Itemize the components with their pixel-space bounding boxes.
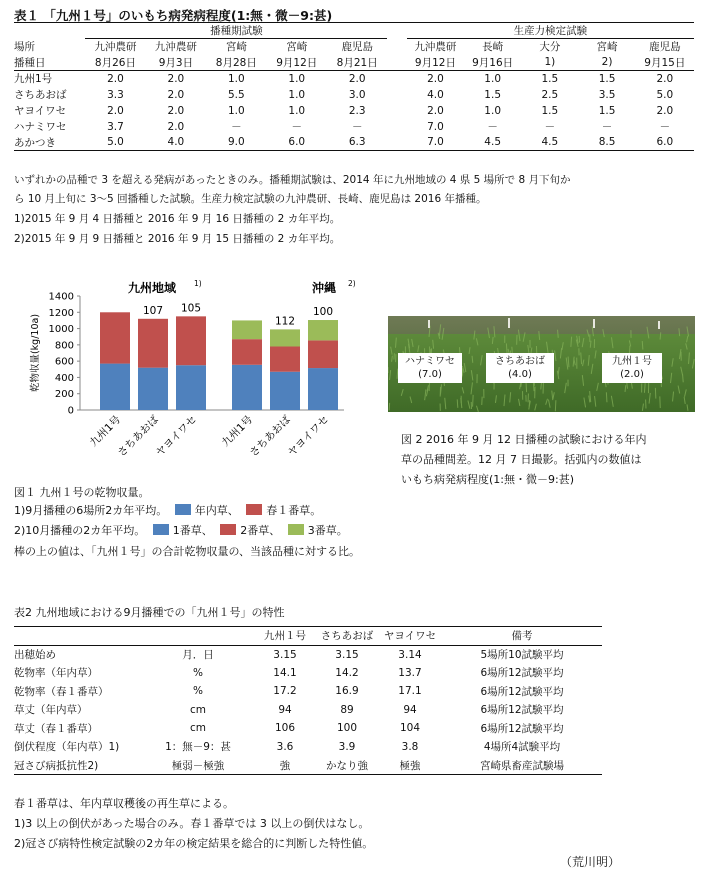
table1-place: 鹿児島: [327, 39, 387, 55]
table1-cell: 6.0: [267, 135, 327, 151]
bar-segment: [100, 312, 130, 363]
table1-date: 8月26日: [85, 55, 145, 71]
fig2-caption-1: 図 2 2016 年 9 月 12 日播種の試験における年内: [401, 433, 647, 446]
table2-cell: 極強: [378, 756, 442, 775]
table2-cell: 乾物率（春１番草）: [14, 685, 109, 698]
legend-label: 1番草、: [172, 524, 213, 537]
category-label: さちあおば: [247, 413, 294, 460]
table2-cell: %: [193, 685, 203, 698]
table2-cell: cm: [189, 703, 206, 716]
y-tick-label: 1000: [48, 324, 74, 336]
table1-cell: ヤヨイワセ: [14, 105, 67, 117]
table2-cell: 乾物率（年内草）: [14, 667, 98, 680]
table2-cell: 16.9: [335, 685, 359, 698]
table1-place-label: 場所: [14, 41, 35, 53]
table1-cell: [387, 103, 406, 119]
table2-cell: かなり強: [316, 756, 378, 775]
category-label: さちあおば: [115, 413, 162, 460]
table1-group2: 生産力検定試験: [407, 23, 694, 39]
table2-cell: 月．日: [182, 649, 214, 661]
table2-header: ヤヨイワセ: [378, 627, 442, 646]
table2-row: [14, 645, 602, 664]
table2-cell: 出穂始め: [14, 649, 56, 661]
bar-segment: [270, 346, 300, 371]
table2-cell: 6場所12試験平均: [480, 722, 564, 735]
table1-cell: 1.5: [541, 72, 559, 85]
table2-header: 九州１号: [254, 627, 316, 646]
table2-header: [14, 627, 142, 646]
table2-cell: 倒伏程度（年内草）1): [14, 741, 120, 754]
table2-cell: 5場所10試験平均: [480, 649, 564, 661]
photo-label-score: (7.0): [418, 369, 442, 380]
table1-cell: 2.3: [348, 104, 366, 117]
table1-note: いずれかの品種で 3 を超える発病があったときのみ。播種期試験は、2014 年に九州地域の 4 県 5 場所で 8 月下旬か: [14, 174, 571, 186]
legend-swatch-red: [246, 504, 262, 515]
photo-label-name: さちあおば: [495, 356, 545, 367]
table1-cell: 2.0: [167, 88, 185, 101]
bar-segment: [100, 364, 130, 410]
table1-cell: 9.0: [206, 135, 266, 151]
table2-cell: 草丈（春１番草）: [14, 722, 98, 735]
table1-cell: 2.0: [656, 72, 674, 85]
table1-cell: [387, 135, 406, 151]
table2-header: 備考: [442, 627, 602, 646]
table1-place: 宮崎: [578, 39, 635, 55]
table1-cell: 2.0: [167, 104, 185, 117]
group-title-note: 2): [348, 279, 356, 288]
fig2-caption-2: 草の品種間差。12 月 7 日撮影。括弧内の数値は: [401, 453, 642, 466]
table1-place: 宮崎: [206, 39, 266, 55]
table1-cell: －: [487, 121, 498, 133]
table1-cell: 1.0: [288, 72, 306, 85]
table1-place: 九沖農研: [407, 39, 464, 55]
table2-cell: 宮崎県畜産試験場: [442, 756, 602, 775]
table2-cell: 6場所12試験平均: [480, 704, 564, 717]
fig2-caption-3: いもち病発病程度(1:無・微－9:甚): [401, 473, 574, 486]
table1-cell: あかつき: [14, 135, 85, 151]
table1-cell: 2.0: [427, 72, 444, 85]
table1-note: ら 10 月上旬に 3～5 回播種した試験。生産力検定試験の九沖農研、長崎、鹿児島は 2016 年播種。: [14, 193, 487, 205]
table2-cell: 94: [278, 703, 292, 716]
table2-cell: 3.15: [273, 648, 297, 661]
table2-header: [142, 627, 254, 646]
legend-label: 春１番草。: [266, 504, 322, 517]
fig1-note2-prefix: 2)10月播種の2カ年平均。: [14, 524, 146, 537]
table1-cell: 1.0: [484, 104, 501, 117]
table2-cell: 94: [403, 703, 417, 716]
table1-cell: 3.7: [107, 120, 124, 133]
table1-cell: さちあおば: [14, 89, 67, 101]
group-title: 沖縄: [311, 281, 337, 295]
table1-cell: 4.5: [464, 135, 521, 151]
table2-cell: 草丈（年内草）: [14, 704, 88, 717]
table1-cell: 1.5: [598, 104, 616, 117]
table1-date: 9月3日: [146, 55, 206, 71]
bar-ratio-label: 100: [312, 306, 334, 319]
table2-cell: 強: [254, 756, 316, 775]
table2-cell: 1：無－9：甚: [165, 741, 231, 754]
table2-note: 春１番草は、年内草収穫後の再生草による。: [14, 797, 234, 810]
table1-cell: 2.5: [541, 88, 559, 101]
table1-cell: 1.5: [484, 88, 501, 101]
table1-cell: 1.5: [541, 104, 559, 117]
table1-cell: 1.0: [227, 104, 245, 117]
y-tick-label: 1200: [48, 307, 74, 319]
table1-note: 2)2015 年 9 月 9 日播種と 2016 年 9 月 15 日播種の 2 カ年平均。: [14, 233, 341, 245]
category-label: 九州1号: [87, 413, 124, 450]
bar-segment: [232, 365, 262, 410]
table1-cell: 2.0: [427, 104, 444, 117]
table2-cell: 3.6: [276, 740, 294, 753]
table2-cell: 4場所4試験平均: [483, 741, 561, 754]
fig1-caption: 図１ 九州１号の乾物収量。: [14, 486, 150, 499]
table1-place: 宮崎: [267, 39, 327, 55]
bar-segment: [308, 320, 338, 340]
fig1-note-3: 棒の上の値は、「九州１号」の合計乾物収量の、当該品種に対する比。: [14, 545, 361, 558]
table1-cell: 3.5: [598, 88, 616, 101]
table1-cell: 4.0: [427, 88, 444, 101]
bar-segment: [138, 319, 168, 368]
table2-cell: 3.8: [401, 740, 419, 753]
table1-place: 鹿児島: [636, 39, 694, 55]
table1-place: 大分: [521, 39, 578, 55]
fig1-note-1: [14, 502, 321, 518]
table2-row: [14, 719, 602, 738]
table1-cell: 4.5: [521, 135, 578, 151]
table1-cell: 6.3: [327, 135, 387, 151]
table1-date: 9月15日: [636, 55, 694, 71]
table1-date-label: 播種日: [14, 55, 85, 71]
table1-row: [14, 87, 694, 103]
table2-cell: %: [193, 666, 203, 679]
photo-label-hanamiwase: [398, 353, 462, 383]
table2-header: さちあおば: [316, 627, 378, 646]
table1-cell: 2.0: [167, 72, 185, 85]
table2-cell: 17.1: [398, 685, 422, 698]
table1: [14, 22, 694, 151]
legend-label: 年内草、: [194, 504, 239, 517]
group-title: 九州地域: [127, 281, 177, 295]
table2-cell: 89: [340, 703, 354, 716]
table2-row: [14, 756, 602, 775]
table2-cell: 冠さび病抵抗性2): [14, 756, 142, 775]
bar-segment: [176, 365, 206, 410]
y-tick-label: 200: [54, 389, 74, 401]
y-tick-label: 600: [54, 356, 74, 368]
legend-swatch-green: [288, 524, 304, 535]
table2-cell: 100: [336, 722, 358, 735]
y-tick-label: 1400: [48, 291, 74, 303]
table2-row: [14, 738, 602, 757]
table2-cell: 3.14: [398, 648, 422, 661]
table1-cell: ハナミワセ: [14, 121, 67, 133]
bar-segment: [176, 316, 206, 365]
table1-cell: 1.5: [598, 72, 616, 85]
table1-date: 8月28日: [206, 55, 266, 71]
bar-segment: [232, 339, 262, 365]
photo-label-score: (4.0): [508, 369, 532, 380]
table1-cell: －: [351, 121, 363, 133]
table1-cell: 1.0: [288, 88, 306, 101]
bar-ratio-label: 112: [274, 315, 296, 328]
bar-segment: [138, 368, 168, 410]
table2-cell: 3.9: [338, 740, 356, 753]
bar-segment: [270, 372, 300, 410]
legend-label: 3番草。: [307, 524, 348, 537]
table2-cell: 104: [399, 722, 421, 735]
field-photo: [388, 316, 695, 412]
bar-ratio-label: 107: [142, 304, 164, 317]
table1-cell: 4.0: [146, 135, 206, 151]
table1-row: [14, 103, 694, 119]
table1-cell: 8.5: [578, 135, 635, 151]
author: （荒川明）: [560, 855, 621, 869]
table1-date: 1): [521, 55, 578, 71]
table1-cell: 2.0: [348, 72, 366, 85]
legend-swatch-blue: [175, 504, 191, 515]
table2-cell: cm: [189, 722, 206, 735]
table1-cell: 2.0: [656, 104, 674, 117]
table1-cell: 3.0: [348, 88, 366, 101]
table1-date: 9月12日: [407, 55, 464, 71]
table2-cell: 6場所12試験平均: [480, 685, 564, 698]
yield-chart: [14, 276, 374, 481]
table1-date: 2): [578, 55, 635, 71]
bar-segment: [232, 320, 262, 339]
table2-cell: 106: [274, 722, 296, 735]
photo-label-name: ハナミワセ: [405, 356, 455, 367]
table2-cell: 6場所12試験平均: [480, 667, 564, 680]
table2-title: 表2 九州地域における9月播種での「九州１号」の特性: [14, 606, 285, 619]
y-tick-label: 400: [54, 372, 74, 384]
photo-label-name: 九州１号: [612, 356, 652, 367]
table2-row: [14, 701, 602, 720]
table1-cell: －: [601, 121, 613, 133]
table1-row: [14, 71, 694, 87]
table1-cell: －: [544, 121, 556, 133]
table1-date: 9月12日: [267, 55, 327, 71]
table1-cell: 2.0: [107, 72, 124, 85]
y-tick-label: 0: [67, 405, 74, 417]
table1-date: 9月16日: [464, 55, 521, 71]
table2: [14, 626, 602, 775]
photo-label-sachiaoba: [486, 353, 554, 383]
table1-place: 九沖農研: [85, 39, 145, 55]
table1-cell: 1.0: [227, 72, 245, 85]
table1-row: [14, 119, 694, 135]
legend-label: 2番草、: [240, 524, 281, 537]
table1-cell: [387, 71, 406, 87]
category-label: ヤヨイワセ: [285, 413, 332, 460]
table1-cell: 九州1号: [14, 73, 53, 86]
y-axis-label: 乾物収量(kg/10a): [30, 313, 41, 393]
table1-place: 九沖農研: [146, 39, 206, 55]
bar-segment: [308, 368, 338, 410]
table1-place: 長崎: [464, 39, 521, 55]
table1-cell: 3.3: [107, 88, 124, 101]
bar-ratio-label: 105: [180, 302, 202, 315]
table2-row: [14, 682, 602, 701]
table1-cell: 2.0: [167, 120, 185, 133]
table1-note: 1)2015 年 9 月 4 日播種と 2016 年 9 月 16 日播種の 2 カ年平均。: [14, 213, 341, 225]
table1-cell: －: [231, 121, 242, 133]
table1-cell: 5.0: [85, 135, 145, 151]
table1-cell: [387, 119, 406, 135]
table1-cell: 5.0: [656, 88, 674, 101]
table2-note: 2)冠さび病特性検定試験の2カ年の検定結果を総合的に判断した特性値。: [14, 837, 374, 850]
category-label: 九州1号: [219, 413, 256, 450]
table1-date: 8月21日: [327, 55, 387, 71]
table1-cell: 5.5: [227, 88, 245, 101]
legend-swatch-blue: [153, 524, 169, 535]
legend-swatch-red: [220, 524, 236, 535]
photo-label-score: (2.0): [620, 369, 644, 380]
table1-group1: 播種期試験: [85, 23, 387, 39]
table1-row: [14, 135, 694, 151]
table1-cell: 7.0: [427, 120, 444, 133]
table2-cell: 17.2: [273, 685, 297, 698]
fig1-note-2: [14, 522, 348, 538]
table1-cell: 1.0: [288, 104, 306, 117]
table1-cell: －: [659, 121, 671, 133]
table2-cell: 3.15: [335, 648, 359, 661]
table2-note: 1)3 以上の倒伏があった場合のみ。春１番草では 3 以上の倒伏はなし。: [14, 817, 370, 830]
bar-segment: [308, 340, 338, 368]
table2-cell: 14.1: [273, 666, 297, 679]
table2-cell: 13.7: [398, 666, 422, 679]
table2-cell: 14.2: [335, 666, 359, 679]
table2-row: [14, 664, 602, 683]
table1-cell: 6.0: [636, 135, 694, 151]
table1-cell: 7.0: [407, 135, 464, 151]
table1-cell: 2.0: [107, 104, 124, 117]
category-label: ヤヨイワセ: [153, 413, 200, 460]
table1-title: 表１ 「九州１号」のいもち病発病程度(1:無・微－9:甚): [14, 8, 333, 23]
table2-cell: 極弱－極強: [142, 756, 254, 775]
table1-cell: [387, 87, 406, 103]
fig1-note1-prefix: 1)9月播種の6場所2カ年平均。: [14, 504, 168, 517]
photo-label-kyushu1: [602, 353, 662, 383]
table1-cell: 1.0: [484, 72, 501, 85]
bar-segment: [270, 329, 300, 346]
y-tick-label: 800: [54, 340, 74, 352]
table1-cell: －: [291, 121, 303, 133]
group-title-note: 1): [194, 279, 202, 288]
